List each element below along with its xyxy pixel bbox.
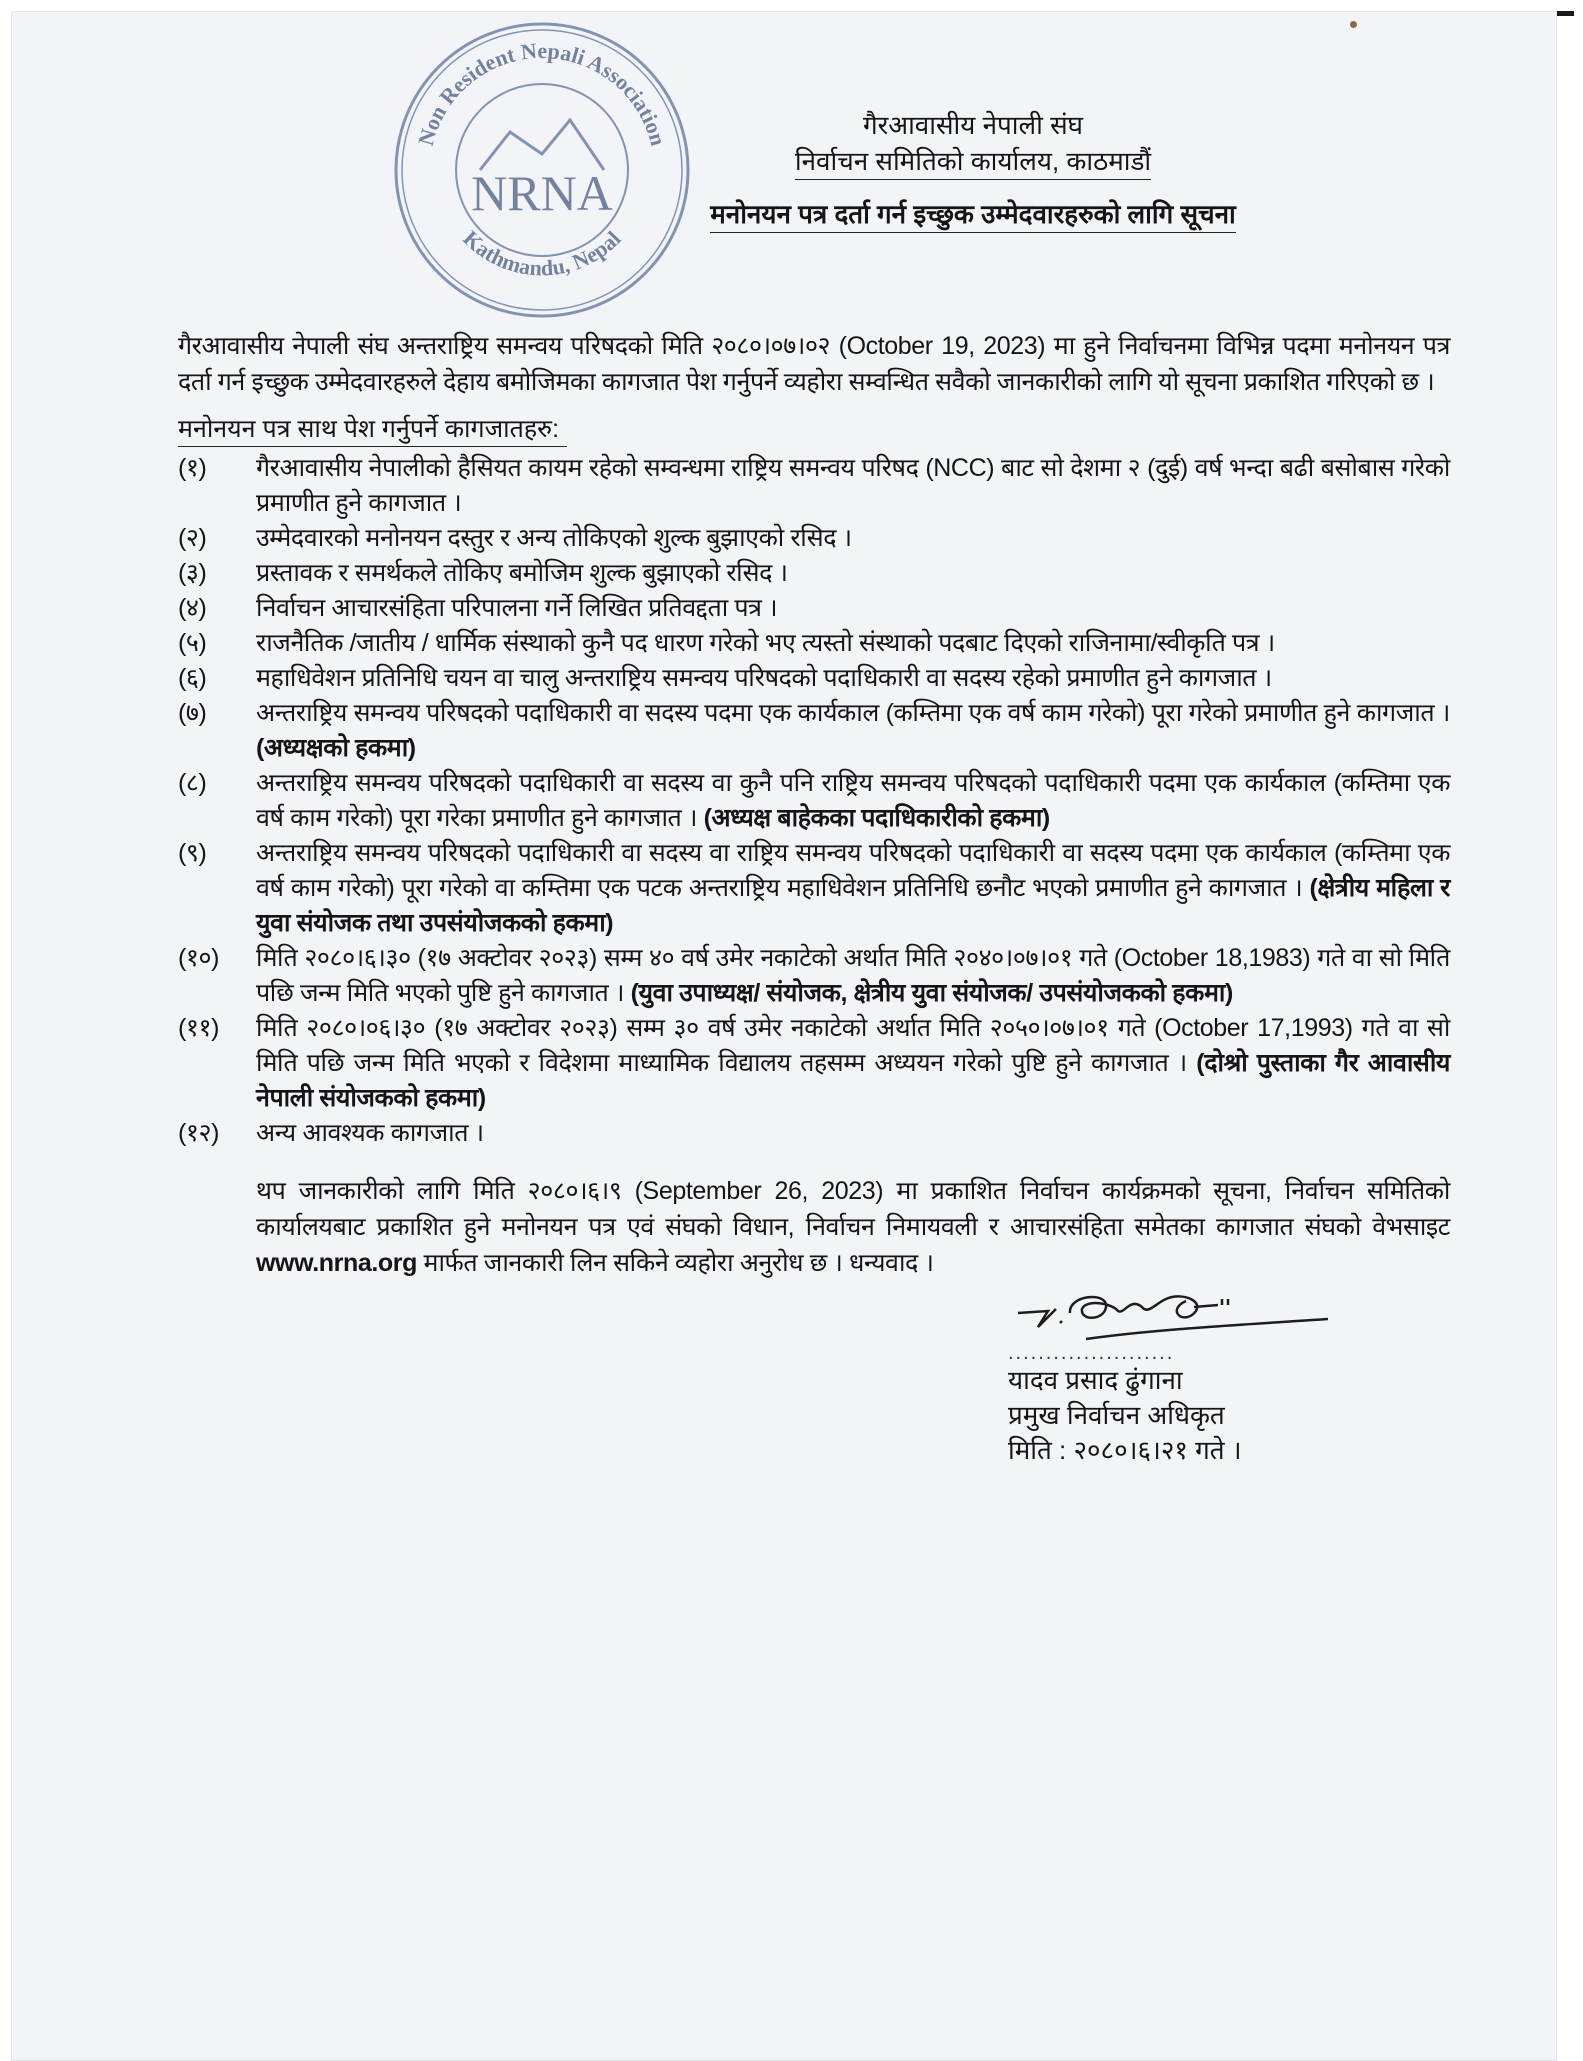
intro-paragraph: गैरआवासीय नेपाली संघ अन्तराष्ट्रिय समन्वय परिषदको मिति २०८०।०७।०२ (October 19, 2023) मा हुने निर्वाचनमा विभिन्न पदमा मनोनयन पत्र दर्ता गर्न इच्छुक उम्मेदवारहरुले देहाय बमोजिमका कागजात पेश गर्नुपर्ने व्यहोरा सम्वन्धित सवैको जानकारीको लागि यो सूचना प्रकाशित गरिएको छ । [178, 332, 1450, 396]
item-body: अन्तराष्ट्रिय समन्वय परिषदको पदाधिकारी वा सदस्य वा राष्ट्रिय समन्वय परिषदको पदाधिकारी वा सदस्य पदमा एक कार्यकाल (कम्तिमा एक वर्ष काम गरेको) पूरा गरेको वा कम्तिमा एक पटक अन्तराष्ट्रिय महाधिवेशन प्रतिनिधि छनौट भएको प्रमाणीत हुने कागजात । [256, 839, 1450, 902]
item-body: मिति २०८०।६।३० (१७ अक्टोवर २०२३) सम्म ४० वर्ष उमेर नकाटेको अर्थात मिति २०४०।०७।०१ गते (October 18,1983) गते वा सो मिति पछि जन्म मिति भएको पुष्टि हुने कागजात । [256, 944, 1450, 1007]
item-text [256, 696, 1450, 766]
item-body: गैरआवासीय नेपालीको हैसियत कायम रहेको सम्वन्धमा राष्ट्रिय समन्वय परिषद (NCC) बाट सो देशमा २ (दुई) वर्ष भन्दा बढी बसोबास गरेको प्रमाणीत हुने कागजात । [256, 454, 1450, 517]
letterhead [178, 20, 1450, 320]
item-number: (७) [178, 699, 207, 727]
item-number: (२) [178, 524, 207, 552]
item-text [256, 1116, 1450, 1151]
closing-text-end: मार्फत जानकारी लिन सकिने व्यहोरा अनुरोध छ । धन्यवाद । [423, 1249, 934, 1277]
document-item [178, 941, 1450, 1011]
item-applicability: (दोश्रो पुस्ताका गैर आवासीय नेपाली संयोजकको हकमा) [256, 1049, 1451, 1112]
documents-heading: मनोनयन पत्र साथ पेश गर्नुपर्ने कागजातहरु: [178, 412, 567, 447]
item-text [256, 556, 1450, 591]
item-number: (१) [178, 454, 207, 482]
nrna-seal [392, 20, 692, 320]
item-body: राजनैतिक /जातीय / धार्मिक संस्थाको कुनै पद धारण गरेको भए त्यस्तो संस्थाको पदबाट दिएको राजिनामा/स्वीकृति पत्र । [256, 629, 1275, 657]
document-item [178, 556, 1450, 591]
signatory-designation: प्रमुख निर्वाचन अधिकृत [1008, 1400, 1225, 1430]
item-body: निर्वाचन आचारसंहिता परिपालना गर्ने लिखित प्रतिवद्दता पत्र । [256, 594, 778, 622]
item-body: अन्तराष्ट्रिय समन्वय परिषदको पदाधिकारी वा सदस्य पदमा एक कार्यकाल (कम्तिमा एक वर्ष काम गरेको) पूरा गरेको प्रमाणीत हुने कागजात । [256, 699, 1450, 727]
office-name: निर्वाचन समितिको कार्यालय, काठमाडौं [795, 143, 1151, 180]
signature-area [1008, 1291, 1448, 1468]
document-item [178, 696, 1450, 766]
item-number: (११) [178, 1014, 220, 1042]
signatory-date: मिति : २०८०।६।२१ गते । [1008, 1435, 1242, 1465]
item-text [256, 1011, 1450, 1116]
item-applicability: (अध्यक्ष बाहेकका पदाधिकारीको हकमा) [703, 804, 1050, 832]
item-number: (५) [178, 629, 207, 657]
item-number: (३) [178, 559, 207, 587]
document-item [178, 521, 1450, 556]
item-number: (६) [178, 664, 207, 692]
item-body: उम्मेदवारको मनोनयन दस्तुर र अन्य तोकिएको शुल्क बुझाएको रसिद । [256, 524, 852, 552]
item-text [256, 451, 1450, 521]
item-body: महाधिवेशन प्रतिनिधि चयन वा चालु अन्तराष्ट्रिय समन्वय परिषदको पदाधिकारी वा सदस्य रहेको प्रमाणीत हुने कागजात । [256, 664, 1272, 692]
item-text [256, 521, 1450, 556]
documents-list [178, 451, 1450, 1151]
item-number: (१०) [178, 944, 220, 972]
item-number: (१२) [178, 1119, 220, 1147]
seal-ring-top: Non Resident Nepali Association [413, 37, 672, 149]
closing-text: थप जानकारीको लागि मिति २०८०।६।९ (September 26, 2023) मा प्रकाशित निर्वाचन कार्यक्रमको सूचना, निर्वाचन समितिको कार्यालयबाट प्रकाशित हुने मनोनयन पत्र एवं संघको विधान, निर्वाचन निमायवली र आचारसंहिता समेतका कागजात संघको वेभसाइट [256, 1177, 1450, 1241]
item-text [256, 626, 1450, 661]
signature-line: ...................... [1008, 1342, 1175, 1364]
item-text [256, 941, 1450, 1011]
item-applicability: (युवा उपाध्यक्ष/ संयोजक, क्षेत्रीय युवा संयोजक/ उपसंयोजकको हकमा) [630, 979, 1233, 1007]
header-block [710, 107, 1236, 233]
svg-text:Kathmandu, Nepal [459, 226, 626, 281]
seal-ring-bottom: Kathmandu, Nepal [458, 225, 626, 281]
notice-title: मनोनयन पत्र दर्ता गर्न इच्छुक उम्मेदवारहरुको लागि सूचना [710, 196, 1236, 233]
item-body: अन्य आवश्यक कागजात । [256, 1119, 484, 1147]
item-text [256, 766, 1450, 836]
item-number: (८) [178, 769, 207, 797]
signature [1008, 1291, 1338, 1343]
signatory-block [1008, 1363, 1448, 1468]
seal-center-text: NRNA [471, 165, 614, 221]
signatory-name: यादव प्रसाद ढुंगाना [1008, 1365, 1183, 1395]
website-link[interactable]: www.nrna.org [256, 1249, 417, 1277]
closing-paragraph [178, 1173, 1450, 1281]
scan-edge-mark [1557, 11, 1574, 16]
item-number: (९) [178, 839, 207, 867]
item-body: प्रस्तावक र समर्थकले तोकिए बमोजिम शुल्क बुझाएको रसिद । [256, 559, 788, 587]
document-item [178, 451, 1450, 521]
item-applicability: (क्षेत्रीय महिला र युवा संयोजक तथा उपसंयोजकको हकमा) [256, 874, 1450, 937]
org-name: गैरआवासीय नेपाली संघ [862, 110, 1084, 140]
document-item [178, 1011, 1450, 1116]
item-body: अन्तराष्ट्रिय समन्वय परिषदको पदाधिकारी वा सदस्य वा कुनै पनि राष्ट्रिय समन्वय परिषदको पदाधिकारी पदमा एक कार्यकाल (कम्तिमा एक वर्ष काम गरेको) पूरा गरेका प्रमाणीत हुने कागजात । [256, 769, 1450, 832]
item-text [256, 836, 1450, 941]
document-item [178, 836, 1450, 941]
item-text [256, 661, 1450, 696]
document-item [178, 626, 1450, 661]
document-body [178, 20, 1450, 1468]
document-item [178, 591, 1450, 626]
item-body: मिति २०८०।०६।३० (१७ अक्टोवर २०२३) सम्म ३० वर्ष उमेर नकाटेको अर्थात मिति २०५०।०७।०१ गते (October 17,1993) गते वा सो मिति पछि जन्म मिति भएको र विदेशमा माध्यामिक विद्यालय तहसम्म अध्ययन गरेको पुष्टि हुने कागजात । [256, 1014, 1450, 1077]
item-applicability: (अध्यक्षको हकमा) [256, 734, 416, 762]
document-item [178, 661, 1450, 696]
item-number: (४) [178, 594, 207, 622]
item-text [256, 591, 1450, 626]
document-item [178, 1116, 1450, 1151]
document-item [178, 766, 1450, 836]
